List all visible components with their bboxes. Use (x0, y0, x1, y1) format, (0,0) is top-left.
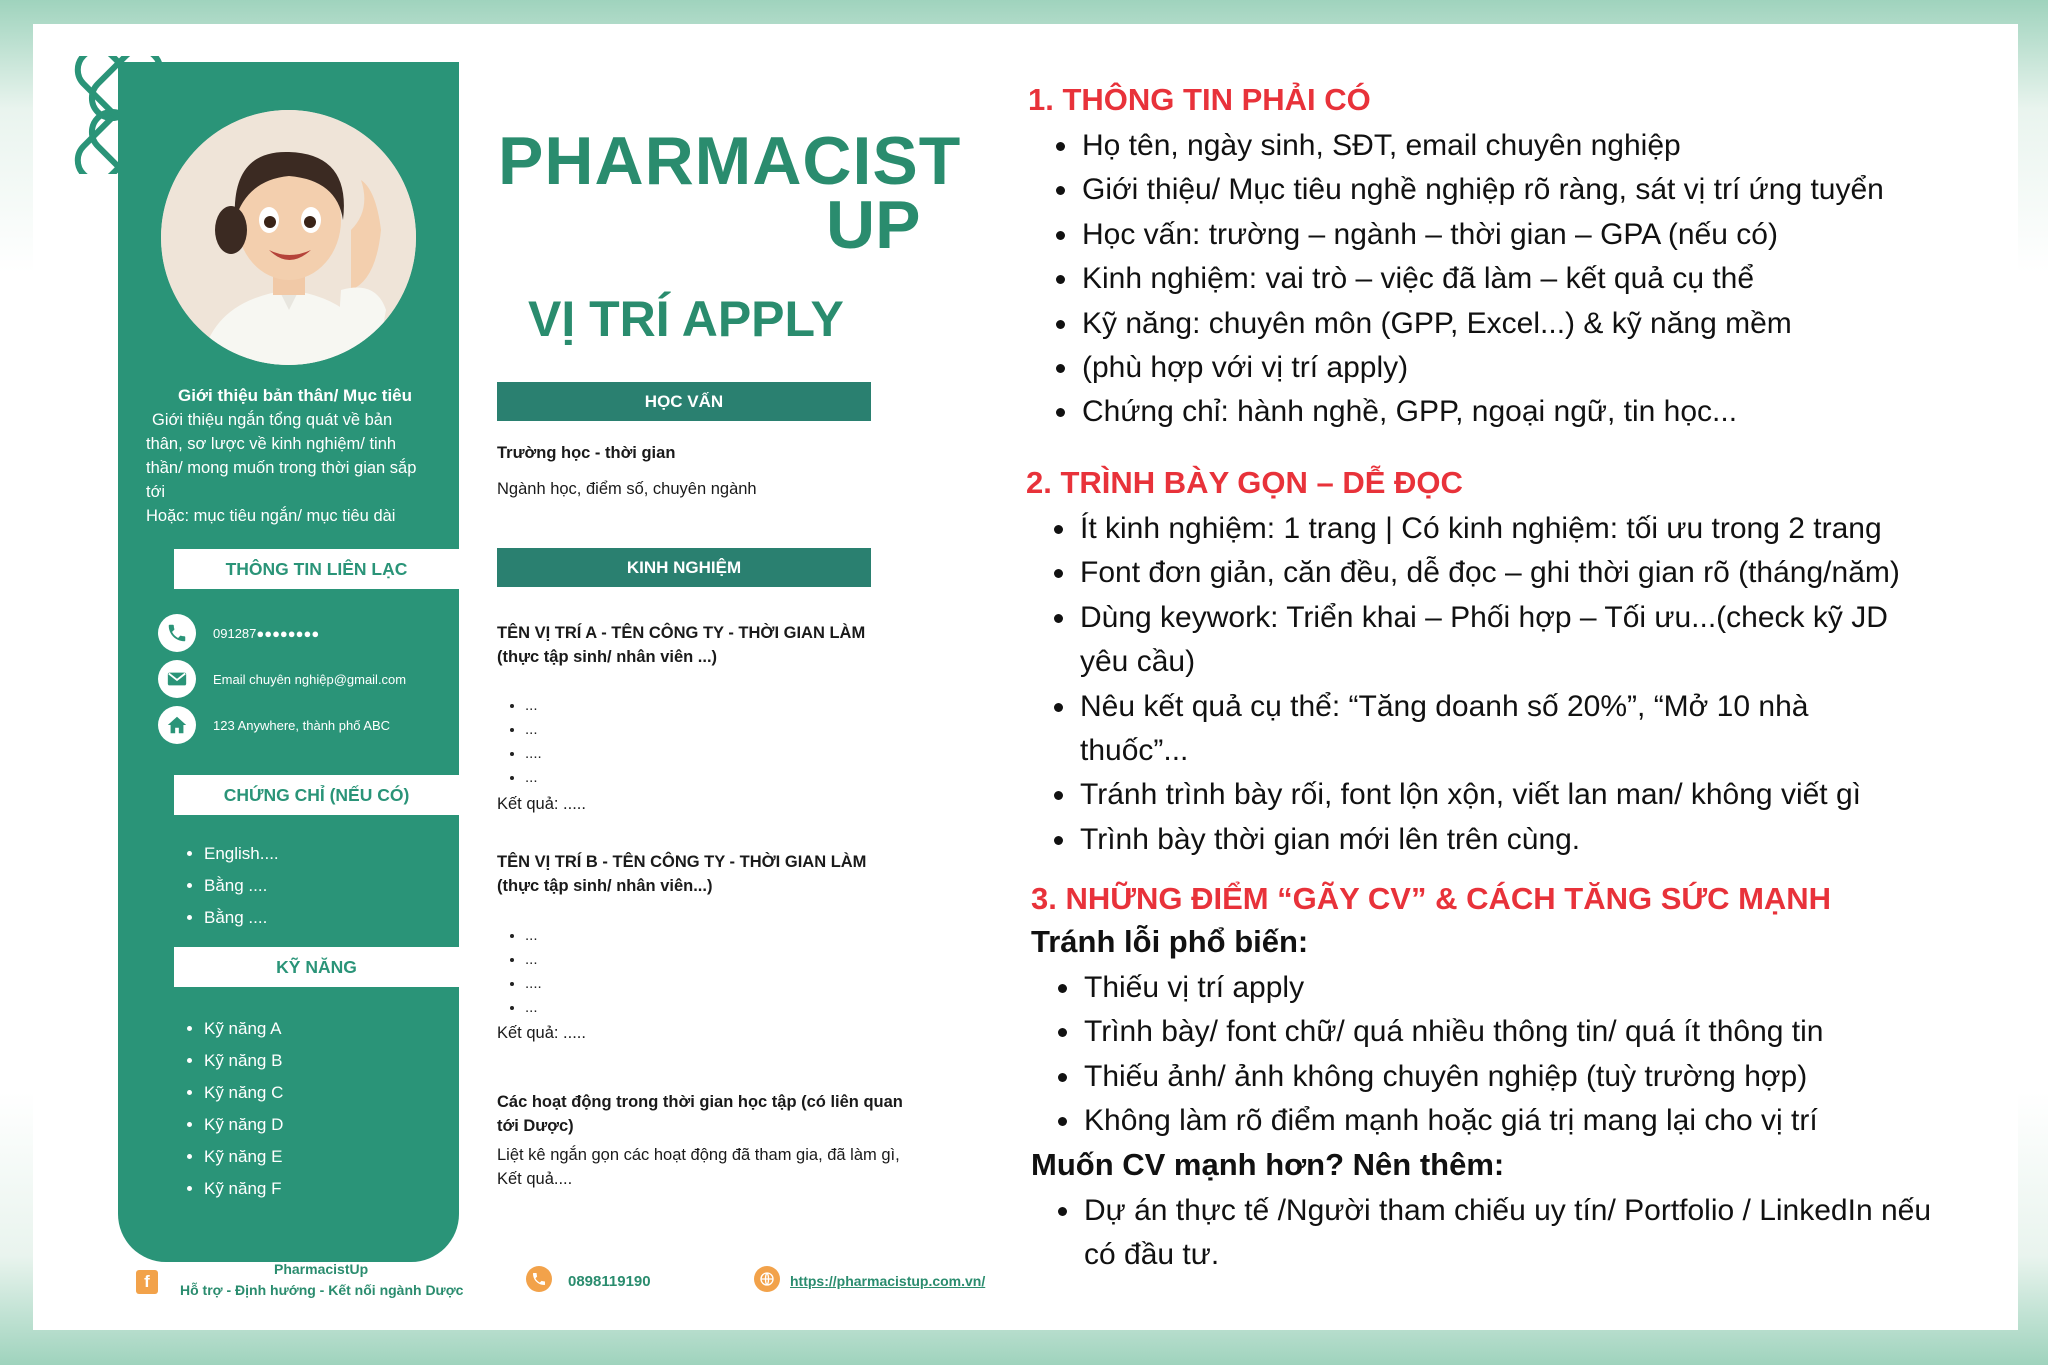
job-b-title: TÊN VỊ TRÍ B - TÊN CÔNG TY - THỜI GIAN LÀM (497, 853, 867, 871)
intro-line: thân, sơ lược về kinh nghiệm/ tinh (146, 435, 397, 453)
list-item: • ... (525, 694, 542, 718)
contact-address-text: 123 Anywhere, thành phố ABC (213, 717, 391, 733)
activities-title-line2: tới Dược) (497, 1117, 574, 1135)
list-item: Thiếu vị trí apply (1058, 966, 1978, 1010)
contact-phone (158, 614, 319, 652)
list-item: • Kỹ năng A (204, 1013, 283, 1045)
section-1-title: 1. THÔNG TIN PHẢI CÓ (1028, 82, 1371, 117)
experience-section-title: KINH NGHIỆM (497, 548, 871, 587)
list-item: Học vấn: trường – ngành – thời gian – GPA (nếu có) (1056, 213, 1976, 257)
list-item: • ... (525, 766, 542, 790)
list-item: • ... (525, 924, 542, 948)
section-2-title: 2. TRÌNH BÀY GỌN – DỄ ĐỌC (1026, 465, 1463, 500)
intro-line: thần/ mong muốn trong thời gian sắp (146, 459, 417, 477)
brand-title-line2: UP (826, 187, 921, 263)
list-item: Giới thiệu/ Mục tiêu nghề nghiệp rõ ràng, sát vị trí ứng tuyển (1056, 168, 1976, 212)
section-1-list (1056, 124, 1976, 435)
email-icon (158, 660, 196, 698)
avatar (161, 110, 416, 365)
facebook-icon[interactable]: f (136, 1270, 158, 1294)
intro-block (140, 384, 450, 528)
skills-section-title: KỸ NĂNG (174, 947, 459, 987)
list-item: • Kỹ năng E (204, 1141, 283, 1173)
contact-email-text: Email chuyên nghiệp@gmail.com (213, 671, 407, 687)
footer-brand-name: PharmacistUp (274, 1261, 369, 1277)
activities-desc-line1: Liệt kê ngắn gọn các hoạt động đã tham gia, đã làm gì, (497, 1146, 900, 1164)
list-item: • Kỹ năng B (204, 1045, 283, 1077)
brand-title-line1: PHARMACIST (498, 123, 962, 199)
phone-icon (526, 1266, 552, 1292)
section-3-subtitle-add: Muốn CV mạnh hơn? Nên thêm: (1031, 1147, 1505, 1182)
job-b-bullets (525, 924, 542, 1020)
position-title: VỊ TRÍ APPLY (528, 291, 844, 347)
cert-section-title: CHỨNG CHỈ (NẾU CÓ) (174, 775, 459, 815)
section-3-title: 3. NHỮNG ĐIỂM “GÃY CV” & CÁCH TĂNG SỨC MẠNH (1031, 881, 1832, 916)
list-item: Dùng keywork: Triển khai – Phối hợp – Tối ưu...(check kỹ JD yêu cầu) (1054, 596, 1934, 685)
list-item: Họ tên, ngày sinh, SĐT, email chuyên nghiệp (1056, 124, 1976, 168)
list-item: Nêu kết quả cụ thể: “Tăng doanh số 20%”, “Mở 10 nhà thuốc”... (1054, 685, 1874, 774)
contact-email (158, 660, 406, 698)
list-item: Không làm rõ điểm mạnh hoặc giá trị mang lại cho vị trí (1058, 1099, 1978, 1143)
footer-phone: 0898119190 (568, 1273, 651, 1290)
job-a-title: TÊN VỊ TRÍ A - TÊN CÔNG TY - THỜI GIAN LÀM (497, 624, 866, 642)
globe-icon (754, 1266, 780, 1292)
education-school: Trường học - thời gian (497, 444, 676, 462)
job-a-bullets (525, 694, 542, 790)
footer-tagline: Hỗ trợ - Định hướng - Kết nối ngành Dược (180, 1282, 464, 1298)
list-item: Thiếu ảnh/ ảnh không chuyên nghiệp (tuỳ trường hợp) (1058, 1055, 1978, 1099)
list-item: • Bằng .... (204, 902, 279, 934)
pharmacist-avatar-icon (161, 110, 416, 365)
contact-phone-text: 091287●●●●●●●● (213, 625, 320, 641)
list-item: • .... (525, 972, 542, 996)
skills-list (204, 1013, 283, 1205)
list-item: Kinh nghiệm: vai trò – việc đã làm – kết quả cụ thể (1056, 257, 1976, 301)
contact-address (158, 706, 390, 744)
list-item: • Kỹ năng D (204, 1109, 283, 1141)
list-item: • .... (525, 742, 542, 766)
home-icon (158, 706, 196, 744)
intro-line: Hoặc: mục tiêu ngắn/ mục tiêu dài (146, 507, 396, 525)
job-b-role: (thực tập sinh/ nhân viên...) (497, 877, 713, 895)
list-item: • Kỹ năng C (204, 1077, 283, 1109)
list-item: Kỹ năng: chuyên môn (GPP, Excel...) & kỹ năng mềm (1056, 302, 1976, 346)
intro-line: Giới thiệu ngắn tổng quát về bản (152, 411, 393, 429)
list-item: • English.... (204, 838, 279, 870)
intro-heading: Giới thiệu bản thân/ Mục tiêu (177, 386, 413, 405)
intro-line: tới (146, 483, 166, 501)
section-3-add-list (1058, 1189, 1948, 1278)
job-a-result: Kết quả: ..... (497, 795, 586, 813)
section-3-subtitle-avoid: Tránh lỗi phổ biến: (1031, 924, 1309, 959)
list-item: • ... (525, 996, 542, 1020)
list-item: Ít kinh nghiệm: 1 trang | Có kinh nghiệm: tối ưu trong 2 trang (1054, 507, 1984, 551)
job-a-role: (thực tập sinh/ nhân viên ...) (497, 648, 718, 666)
contact-section-title: THÔNG TIN LIÊN LẠC (174, 549, 459, 589)
list-item: Trình bày thời gian mới lên trên cùng. (1054, 818, 1984, 862)
list-item: • Bằng .... (204, 870, 279, 902)
list-item: (phù hợp với vị trí apply) (1056, 346, 1976, 390)
cert-list (204, 838, 279, 934)
education-section-title: HỌC VẤN (497, 382, 871, 421)
phone-icon (158, 614, 196, 652)
list-item: Tránh trình bày rối, font lộn xộn, viết lan man/ không viết gì (1054, 773, 1984, 817)
list-item: • ... (525, 948, 542, 972)
list-item: • Kỹ năng F (204, 1173, 283, 1205)
list-item: Dự án thực tế /Người tham chiếu uy tín/ Portfolio / LinkedIn nếu có đầu tư. (1058, 1189, 1948, 1278)
education-detail: Ngành học, điểm số, chuyên ngành (497, 480, 757, 498)
footer-website-link[interactable]: https://pharmacistup.com.vn/ (790, 1273, 986, 1289)
section-3-avoid-list (1058, 966, 1978, 1144)
activities-desc-line2: Kết quả.... (497, 1170, 573, 1188)
list-item: Chứng chỉ: hành nghề, GPP, ngoại ngữ, tin học... (1056, 390, 1976, 434)
activities-title-line1: Các hoạt động trong thời gian học tập (có liên quan (497, 1093, 903, 1111)
job-b-result: Kết quả: ..... (497, 1024, 586, 1042)
list-item: • ... (525, 718, 542, 742)
list-item: Trình bày/ font chữ/ quá nhiều thông tin/ quá ít thông tin (1058, 1010, 1978, 1054)
list-item: Font đơn giản, căn đều, dễ đọc – ghi thời gian rõ (tháng/năm) (1054, 551, 1984, 595)
section-2-list (1054, 507, 1984, 862)
